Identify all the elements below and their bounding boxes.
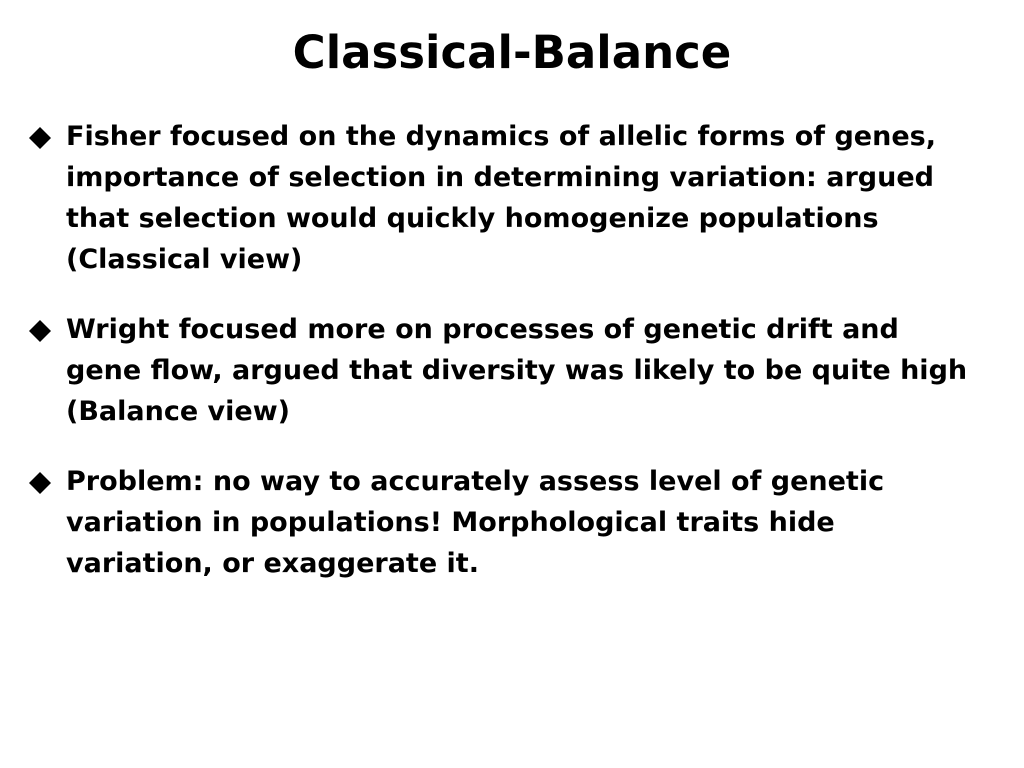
- bullet-text: Fisher focused on the dynamics of allelic forms of genes, importance of selection in determining variation: argued that selection would quickly homogenize populations (Classical view): [66, 121, 936, 275]
- diamond-bullet-icon: [28, 319, 52, 343]
- slide-title: Classical-Balance: [292, 26, 732, 79]
- bullet-text: Wright focused more on processes of genetic drift and gene flow, argued that diversity was likely to be quite high (Balance view): [66, 314, 968, 427]
- diamond-bullet-icon: [28, 471, 52, 495]
- bullet-item-fisher: [28, 116, 978, 280]
- bullet-list: [28, 116, 978, 613]
- bullet-text: Problem: no way to accurately assess level of genetic variation in populations! Morphological traits hide variation, or exaggerate it.: [66, 466, 885, 579]
- bullet-item-problem: [28, 461, 978, 584]
- diamond-bullet-icon: [28, 126, 52, 150]
- bullet-item-wright: [28, 309, 978, 432]
